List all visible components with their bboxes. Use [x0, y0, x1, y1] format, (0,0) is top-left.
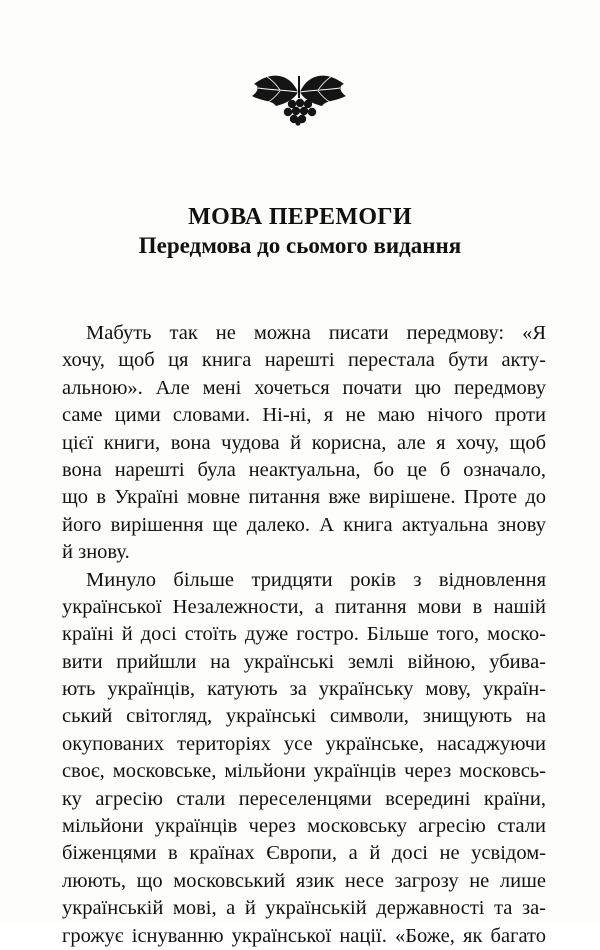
text-line: що в Україні мовне питання вже вирішене. Проте до: [62, 486, 546, 509]
text-line: люють, що московський язик несе загрозу не лише: [62, 869, 546, 892]
text-line: й знову.: [62, 541, 130, 564]
body-text: [62, 320, 546, 950]
text-line: вити прийшли на українські землі війною, убива-: [62, 650, 546, 673]
text-line: альною». Але мені хочеться почати цю передмову: [62, 376, 546, 399]
text-line: вона нарешті була неактуальна, бо це б означало,: [62, 458, 546, 481]
text-line: своє, московське, мільйони українців через московсь-: [62, 760, 546, 783]
text-line: біженцями в країнах Європи, а й досі не усвідом-: [62, 842, 546, 865]
text-line: ють українців, катують за українську мову, україн-: [62, 678, 546, 701]
text-line: ський світогляд, українські символи, знищують на: [62, 705, 546, 728]
text-line: Мабуть так не можна писати передмову: «Я: [86, 322, 546, 344]
text-line: українській мові, а й українській державності та за-: [62, 897, 546, 920]
text-line: цієї книги, вона чудова й корисна, але я хочу, щоб: [62, 431, 546, 454]
viburnum-ornament-icon: [250, 62, 348, 126]
chapter-subtitle: Передмова до сьомого видання: [138, 233, 462, 258]
text-line: Минуло більше тридцяти років з відновлення: [86, 568, 546, 591]
text-line: української Незалежности, а питання мови в нашій: [62, 595, 546, 618]
text-line: хочу, щоб ця книга нарешті перестала бути акту-: [62, 349, 546, 372]
chapter-title: МОВА ПЕРЕМОГИ: [188, 204, 412, 230]
text-line: його вирішення ще далеко. А книга актуальна знову: [62, 513, 546, 536]
text-line: окупованих територіях усе українське, насаджуючи: [62, 732, 546, 755]
text-line: ку агресію стали переселенцями всередині країни,: [62, 787, 546, 810]
text-line: мільйони українців через московську агресію стали: [62, 815, 546, 838]
text-line: саме цими словами. Ні-ні, я не маю нічого проти: [62, 404, 546, 427]
text-line: грожує існуванню української нації. «Боже, як багато: [62, 924, 546, 947]
text-line: країні й досі стоїть дуже гостро. Більше того, моско-: [62, 623, 546, 646]
